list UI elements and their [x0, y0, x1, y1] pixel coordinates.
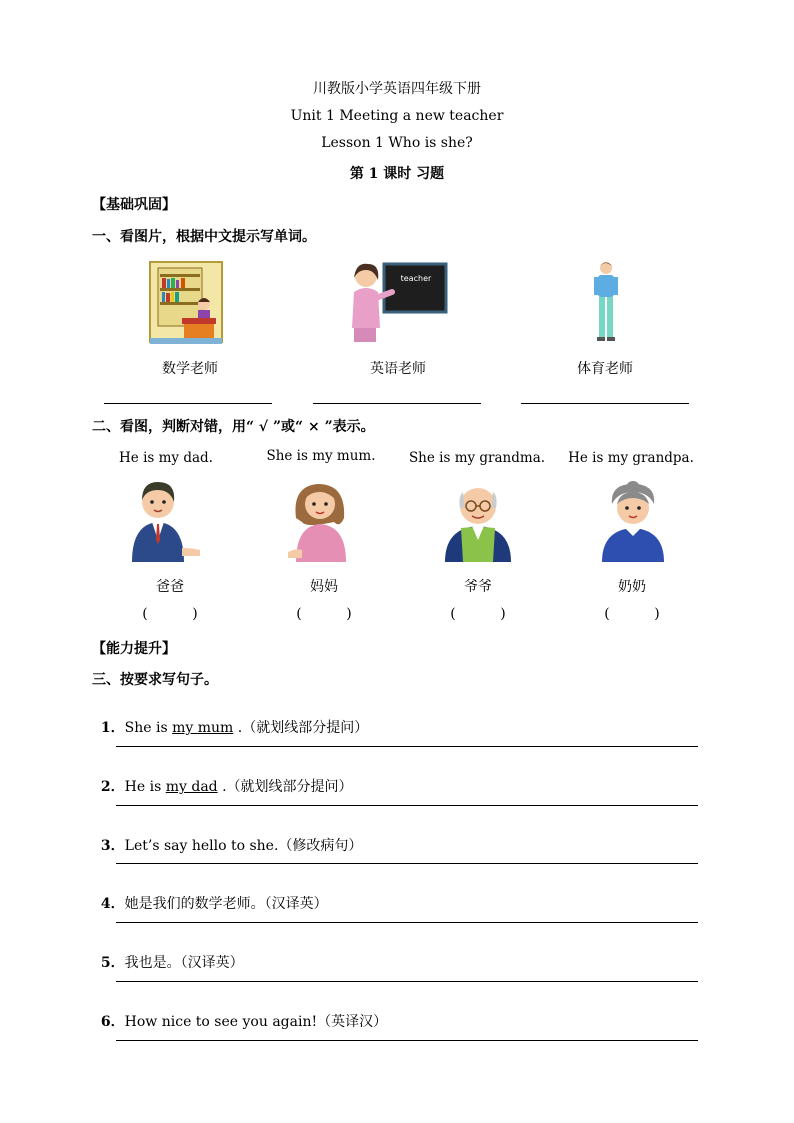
q1-instruction: 一、看图片，根据中文提示写单词。	[92, 229, 316, 245]
q3-item-number: 6．	[100, 1014, 125, 1030]
q3-item-text: She is	[124, 720, 173, 736]
q3-item-3	[92, 819, 362, 855]
q2-label-grandma: 奶奶	[618, 579, 646, 595]
q3-answer-line-2[interactable]	[116, 805, 698, 806]
q1-label-english-teacher: 英语老师	[370, 361, 426, 377]
q2-sentence-1: He is my dad.	[119, 450, 213, 466]
q1-label-pe-teacher: 体育老师	[577, 361, 633, 377]
q3-answer-line-5[interactable]	[116, 981, 698, 982]
q2-sentence-4: He is my grandpa.	[568, 450, 694, 466]
q2-answer-blank-1[interactable]: ( )	[142, 606, 198, 622]
mum-picture	[288, 478, 352, 564]
q3-item-number: 3．	[100, 838, 125, 854]
q3-item-5	[92, 936, 244, 972]
q3-item-text: 她是我们的数学老师。（汉译英）	[124, 896, 328, 912]
q3-item-text: 我也是。（汉译英）	[124, 955, 244, 971]
q2-instruction: 二、看图，判断对错，用“ √ ”或“ × ”表示。	[92, 419, 375, 435]
unit-title: Unit 1 Meeting a new teacher	[290, 108, 504, 124]
q3-instruction: 三、按要求写句子。	[92, 672, 218, 688]
section-advance-heading: 【能力提升】	[92, 641, 176, 657]
q2-label-mum: 妈妈	[310, 579, 338, 595]
q3-answer-line-4[interactable]	[116, 922, 698, 923]
q2-answer-blank-4[interactable]: ( )	[604, 606, 660, 622]
q3-item-instruction: .（就划线部分提问）	[217, 779, 353, 795]
period-title: 第 1 课时 习题	[349, 166, 445, 182]
q2-answer-blank-2[interactable]: ( )	[296, 606, 352, 622]
q2-sentence-2: She is my mum.	[266, 448, 376, 464]
q3-item-text: How nice to see you again!（英译汉）	[124, 1014, 388, 1030]
q1-answer-line-3[interactable]	[521, 403, 689, 404]
grandpa-picture	[441, 478, 515, 564]
q3-item-1	[92, 701, 368, 737]
section-basic-heading: 【基础巩固】	[92, 197, 176, 213]
q3-answer-line-3[interactable]	[116, 863, 698, 864]
q3-item-instruction: .（就划线部分提问）	[233, 720, 369, 736]
q3-item-text: Let’s say hello to she.（修改病句）	[124, 838, 363, 854]
q3-answer-line-1[interactable]	[116, 746, 698, 747]
worksheet-title: 川教版小学英语四年级下册	[313, 81, 481, 97]
q3-item-2	[92, 760, 353, 796]
q3-item-underlined: my mum	[172, 720, 234, 736]
q1-answer-line-1[interactable]	[104, 403, 272, 404]
q2-answer-blank-3[interactable]: ( )	[450, 606, 506, 622]
grandma-picture	[598, 478, 668, 564]
q3-answer-line-6[interactable]	[116, 1040, 698, 1041]
library-teacher-picture	[148, 258, 228, 346]
q3-item-underlined: my dad	[165, 779, 218, 795]
blackboard-text: teacher	[400, 274, 432, 283]
q3-item-number: 1．	[100, 720, 125, 736]
q1-answer-line-2[interactable]	[313, 403, 481, 404]
q3-item-text: He is	[124, 779, 166, 795]
q3-item-number: 4．	[100, 896, 125, 912]
english-teacher-picture	[344, 258, 448, 344]
lesson-title: Lesson 1 Who is she?	[321, 135, 473, 151]
q3-item-number: 2．	[100, 779, 125, 795]
q2-label-grandpa: 爷爷	[464, 579, 492, 595]
pe-teacher-picture	[588, 258, 624, 344]
q3-item-number: 5．	[100, 955, 125, 971]
q3-item-6	[92, 995, 387, 1031]
dad-picture	[126, 478, 202, 564]
q1-label-math-teacher: 数学老师	[162, 361, 218, 377]
q2-label-dad: 爸爸	[156, 579, 184, 595]
q3-item-4	[92, 877, 328, 913]
q2-sentence-3: She is my grandma.	[408, 450, 546, 466]
